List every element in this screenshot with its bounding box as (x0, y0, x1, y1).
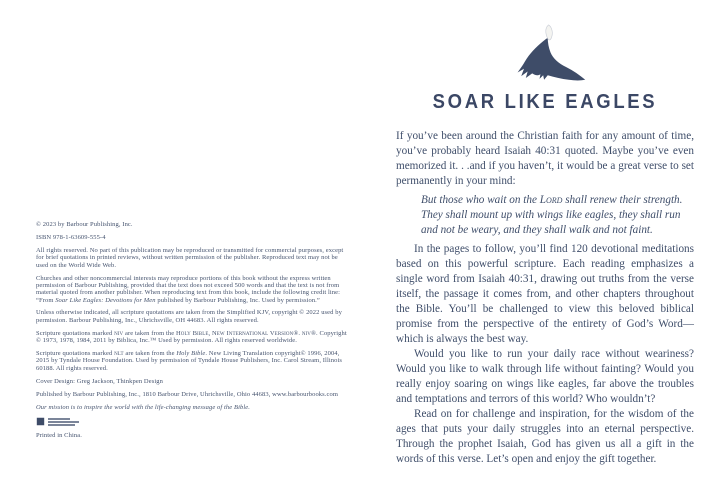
text-segment: niv (114, 329, 124, 337)
text-segment: Lord (539, 194, 563, 206)
text-segment: All rights reserved. No part of this publication may be reproduced or transmitted for commercial purposes, except for brief quotations in printed reviews, without written permission of the publisher. Reproduced text may not be used on the World Wide Web. (36, 246, 344, 269)
mission-statement (36, 404, 350, 411)
text-segment: Churches and other noncommercial interests may reproduce portions of this book without the express written permission of Barbour Publishing, provided that the text does not exceed 500 words and that the text is not from material quoted from another publisher. When reproducing text from this book, include the following credit line: “From (36, 274, 341, 304)
text-segment: niv (301, 329, 312, 337)
text-segment: ®. Copyright © 1973, 1978, 1984, 2011 by Biblica, Inc.™ Used by permission. All rights reserved worldwide. (36, 329, 347, 345)
text-segment: Holy Bible, New International Version (175, 329, 294, 337)
isbn-line (36, 234, 350, 241)
text-segment: In the pages to follow, you’ll find 120 devotional meditations based on this powerful scripture. Each reading emphasizes a single word from Isaiah 40:31, drawing out truths from the verse itself, the passage it comes from, and other chapters throughout the Bible. You’ll be challenged to view this beloved biblical promise from the perspective of the entirety of God’s Word—which is always the best way. (396, 243, 694, 345)
intro-paragraph-1 (396, 129, 694, 189)
text-segment: Would you like to run your daily race without weariness? Would you like to walk through life without fainting? Would you really enjoy soaring on wings like eagles, far above the troubles and temptations and terrors of this world? Who wouldn’t? (396, 348, 694, 405)
introduction-text (396, 129, 694, 467)
intro-paragraph-3 (396, 347, 694, 407)
text-segment: Holy Bible (176, 350, 206, 358)
text-segment: Cover Design: Greg Jackson, Thinkpen Design (36, 377, 163, 385)
cover-design-line (36, 378, 350, 385)
text-segment: © 2023 by Barbour Publishing, Inc. (36, 221, 133, 228)
text-segment: ®. (293, 329, 302, 337)
text-segment: Published by Barbour Publishing, Inc., 1810 Barbour Drive, Uhrichsville, Ohio 44683, www.barbourbooks.com (36, 390, 339, 398)
intro-paragraph-4 (396, 407, 694, 467)
text-segment: published by Barbour Publishing, Inc. Used by permission.” (155, 296, 320, 304)
eagle-icon (493, 24, 597, 88)
text-segment: . New Living Translation copyright© 1996, 2004, 2015 by Tyndale House Foundation. Used by permission of Tyndale House Publishers, Inc. Carol Stream, Illinois 60188. All rights reserved. (36, 350, 343, 372)
text-segment: Scripture quotations marked (36, 350, 115, 358)
text-segment: But those who wait on the (421, 194, 540, 206)
kjv-credit-paragraph (36, 309, 350, 324)
publisher-association-label-lines (48, 418, 79, 425)
text-segment: Soar Like Eagles: Devotions for Men (55, 296, 156, 304)
churches-paragraph (36, 275, 350, 304)
text-segment: Unless otherwise indicated, all scripture quotations are taken from the Simplified KJV, copyright © 2022 used by permission. Barbour Publishing, Inc., Uhrichsville, OH 44683. All rights reserved. (36, 309, 342, 324)
text-segment: ISBN 978-1-63609-555-4 (36, 233, 106, 241)
text-segment: Printed in China. (36, 432, 82, 440)
intro-paragraph-2 (396, 242, 694, 347)
rights-paragraph (36, 247, 350, 269)
publisher-association-mark (36, 417, 45, 426)
introduction-page (360, 0, 720, 504)
text-segment: shall renew their strength. They shall mount up with wings like eagles, they shall run and not be weary, and they shall walk and not faint. (421, 194, 683, 236)
copyright-block (36, 221, 350, 445)
printed-in-line (36, 432, 350, 439)
text-segment: are taken from the (123, 329, 176, 337)
nlt-credit-paragraph (36, 350, 350, 372)
book-title: SOAR LIKE EAGLES (432, 90, 658, 113)
text-segment: are taken from the (123, 350, 177, 358)
text-segment: Scripture quotations marked (36, 329, 115, 337)
text-segment: Our mission is to inspire the world with the life-changing message of the Bible. (36, 403, 250, 411)
text-segment: nlt (114, 350, 124, 358)
text-segment: If you’ve been around the Christian faith for any amount of time, you’ve probably heard Isaiah 40:31 quoted. Maybe you’ve even memorized it. . .and if you haven’t, it would be a great verse to set permanently in your mind: (396, 130, 694, 187)
niv-credit-paragraph (36, 330, 350, 345)
copyright-line (36, 221, 350, 228)
text-segment: Read on for challenge and inspiration, for the wisdom of the ages that puts your daily struggles into an eternal perspective. Through the prophet Isaiah, God has given us all a gift in the words of this verse. Let’s open and enjoy the gift together. (396, 408, 694, 465)
publisher-line (36, 391, 350, 398)
isaiah-40-31-quote (396, 193, 694, 238)
ecpa-member-logo-icon (36, 416, 350, 427)
introduction-column (396, 24, 694, 467)
